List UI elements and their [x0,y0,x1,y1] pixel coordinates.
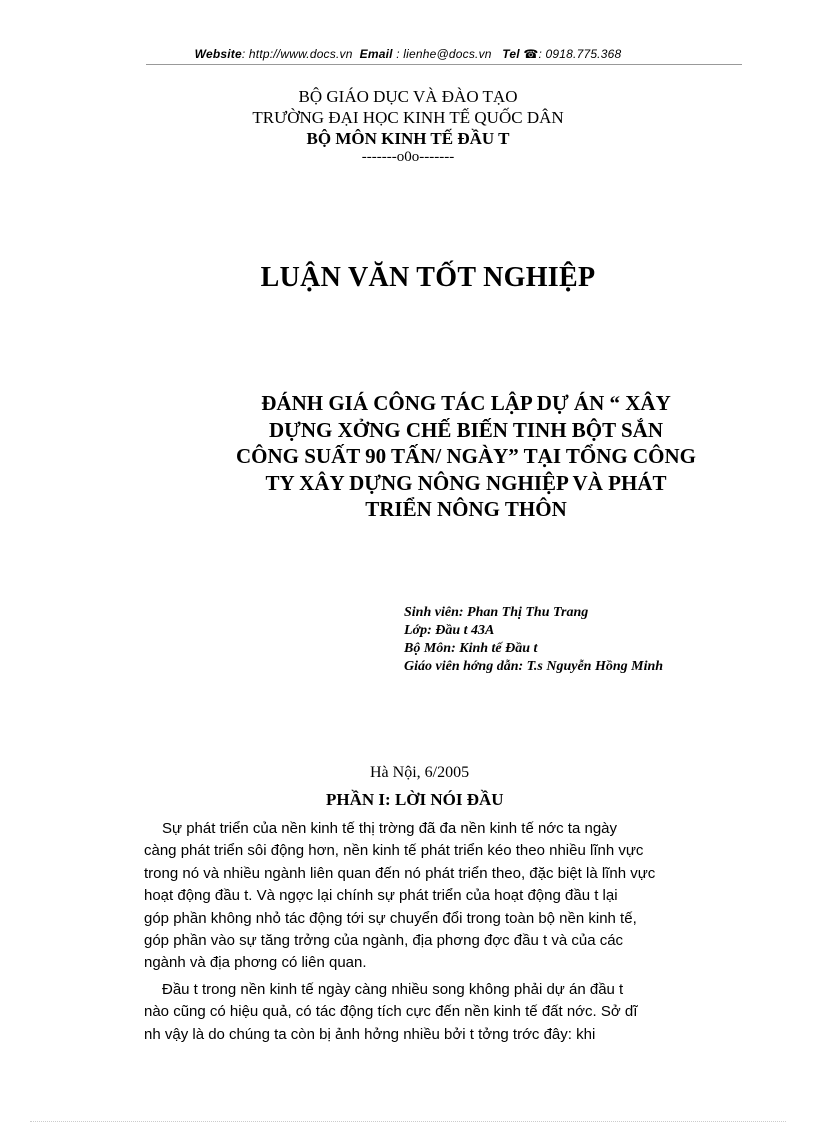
title-line: CÔNG SUẤT 90 TẤN/ NGÀY” TẠI TỔNG CÔNG [236,444,696,468]
part-heading: PHẦN I: LỜI NÓI ĐẦU [326,790,504,809]
title-line: TY XÂY DỰNG NÔNG NGHIỆP VÀ PHÁT [265,470,667,495]
student-info [404,604,663,676]
title-line: TRIỂN NÔNG THÔN [365,497,567,521]
page-bottom-border [30,1121,786,1122]
separator: -------o0o------- [361,149,455,165]
class-name: Lớp: Đầu t 43A [404,623,495,638]
thesis-title [190,390,742,523]
paragraph-line: nh vậy là do chúng ta còn bị ảnh hởng nhiều bởi t tởng trớc đây: khi [144,1025,596,1043]
department-name: BỘ MÔN KINH TẾ ĐẦU T [306,129,510,148]
paragraph-line: Đầu t trong nền kinh tế ngày càng nhiều song không phải dự án đầu t [162,981,624,998]
website-label: Website [194,47,242,61]
supervisor-name: Giáo viên hớng dẫn: T.s Nguyễn Hồng Minh [404,659,664,674]
paragraph-line: góp phần không nhỏ tác động tới sự chuyển đổi trong toàn bộ nền kinh tế, [144,909,637,927]
tel-label: Tel [502,47,520,61]
paragraph-line: góp phần vào sự tăng trởng của ngành, địa phơng đợc đầu t và của các [144,932,624,950]
paragraph-line: càng phát triển sôi động hơn, nền kinh tế phát triển kéo theo nhiều lĩnh vực [144,842,644,860]
document-type-heading: LUẬN VĂN TỐT NGHIỆP [260,262,596,293]
tel-value: : 0918.775.368 [538,47,622,61]
university-name: TRƯỜNG ĐẠI HỌC KINH TẾ QUỐC DÂN [252,108,564,127]
paragraph-line: trong nó và nhiều ngành liên quan đến nó phát triển theo, đặc biệt là lĩnh vực [144,864,656,882]
title-line: DỰNG XỞNG CHẾ BIẾN TINH BỘT SẮN [268,417,664,442]
paragraph-line: hoạt động đầu t. Và ngợc lại chính sự phát triển của hoạt động đầu t lại [144,887,618,905]
student-name: Sinh viên: Phan Thị Thu Trang [404,605,589,620]
website-value: : http://www.docs.vn [241,47,353,61]
paragraph-1 [144,818,739,975]
place-date: Hà Nội, 6/2005 [370,764,470,781]
email-label: Email [359,47,393,61]
page-header [0,47,816,61]
title-line: ĐÁNH GIÁ CÔNG TÁC LẬP DỰ ÁN “ XÂY [261,391,671,415]
paragraph-line: nào cũng có hiệu quả, có tác động tích cực đến nền kinh tế đất nớc. Sở dĩ [144,1003,638,1021]
email-value: : lienhe@docs.vn [396,47,492,61]
paragraph-line: ngành và địa phơng có liên quan. [144,954,367,972]
ministry-name: BỘ GIÁO DỤC VÀ ĐÀO TẠO [298,87,518,106]
paragraph-line: Sự phát triển của nền kinh tế thị trờng đã đa nền kinh tế nớc ta ngày [162,820,618,837]
phone-icon: ☎ [523,47,539,61]
header-divider [146,64,742,65]
paragraph-2 [144,979,739,1046]
department-label: Bộ Môn: Kinh tế Đầu t [404,641,538,656]
